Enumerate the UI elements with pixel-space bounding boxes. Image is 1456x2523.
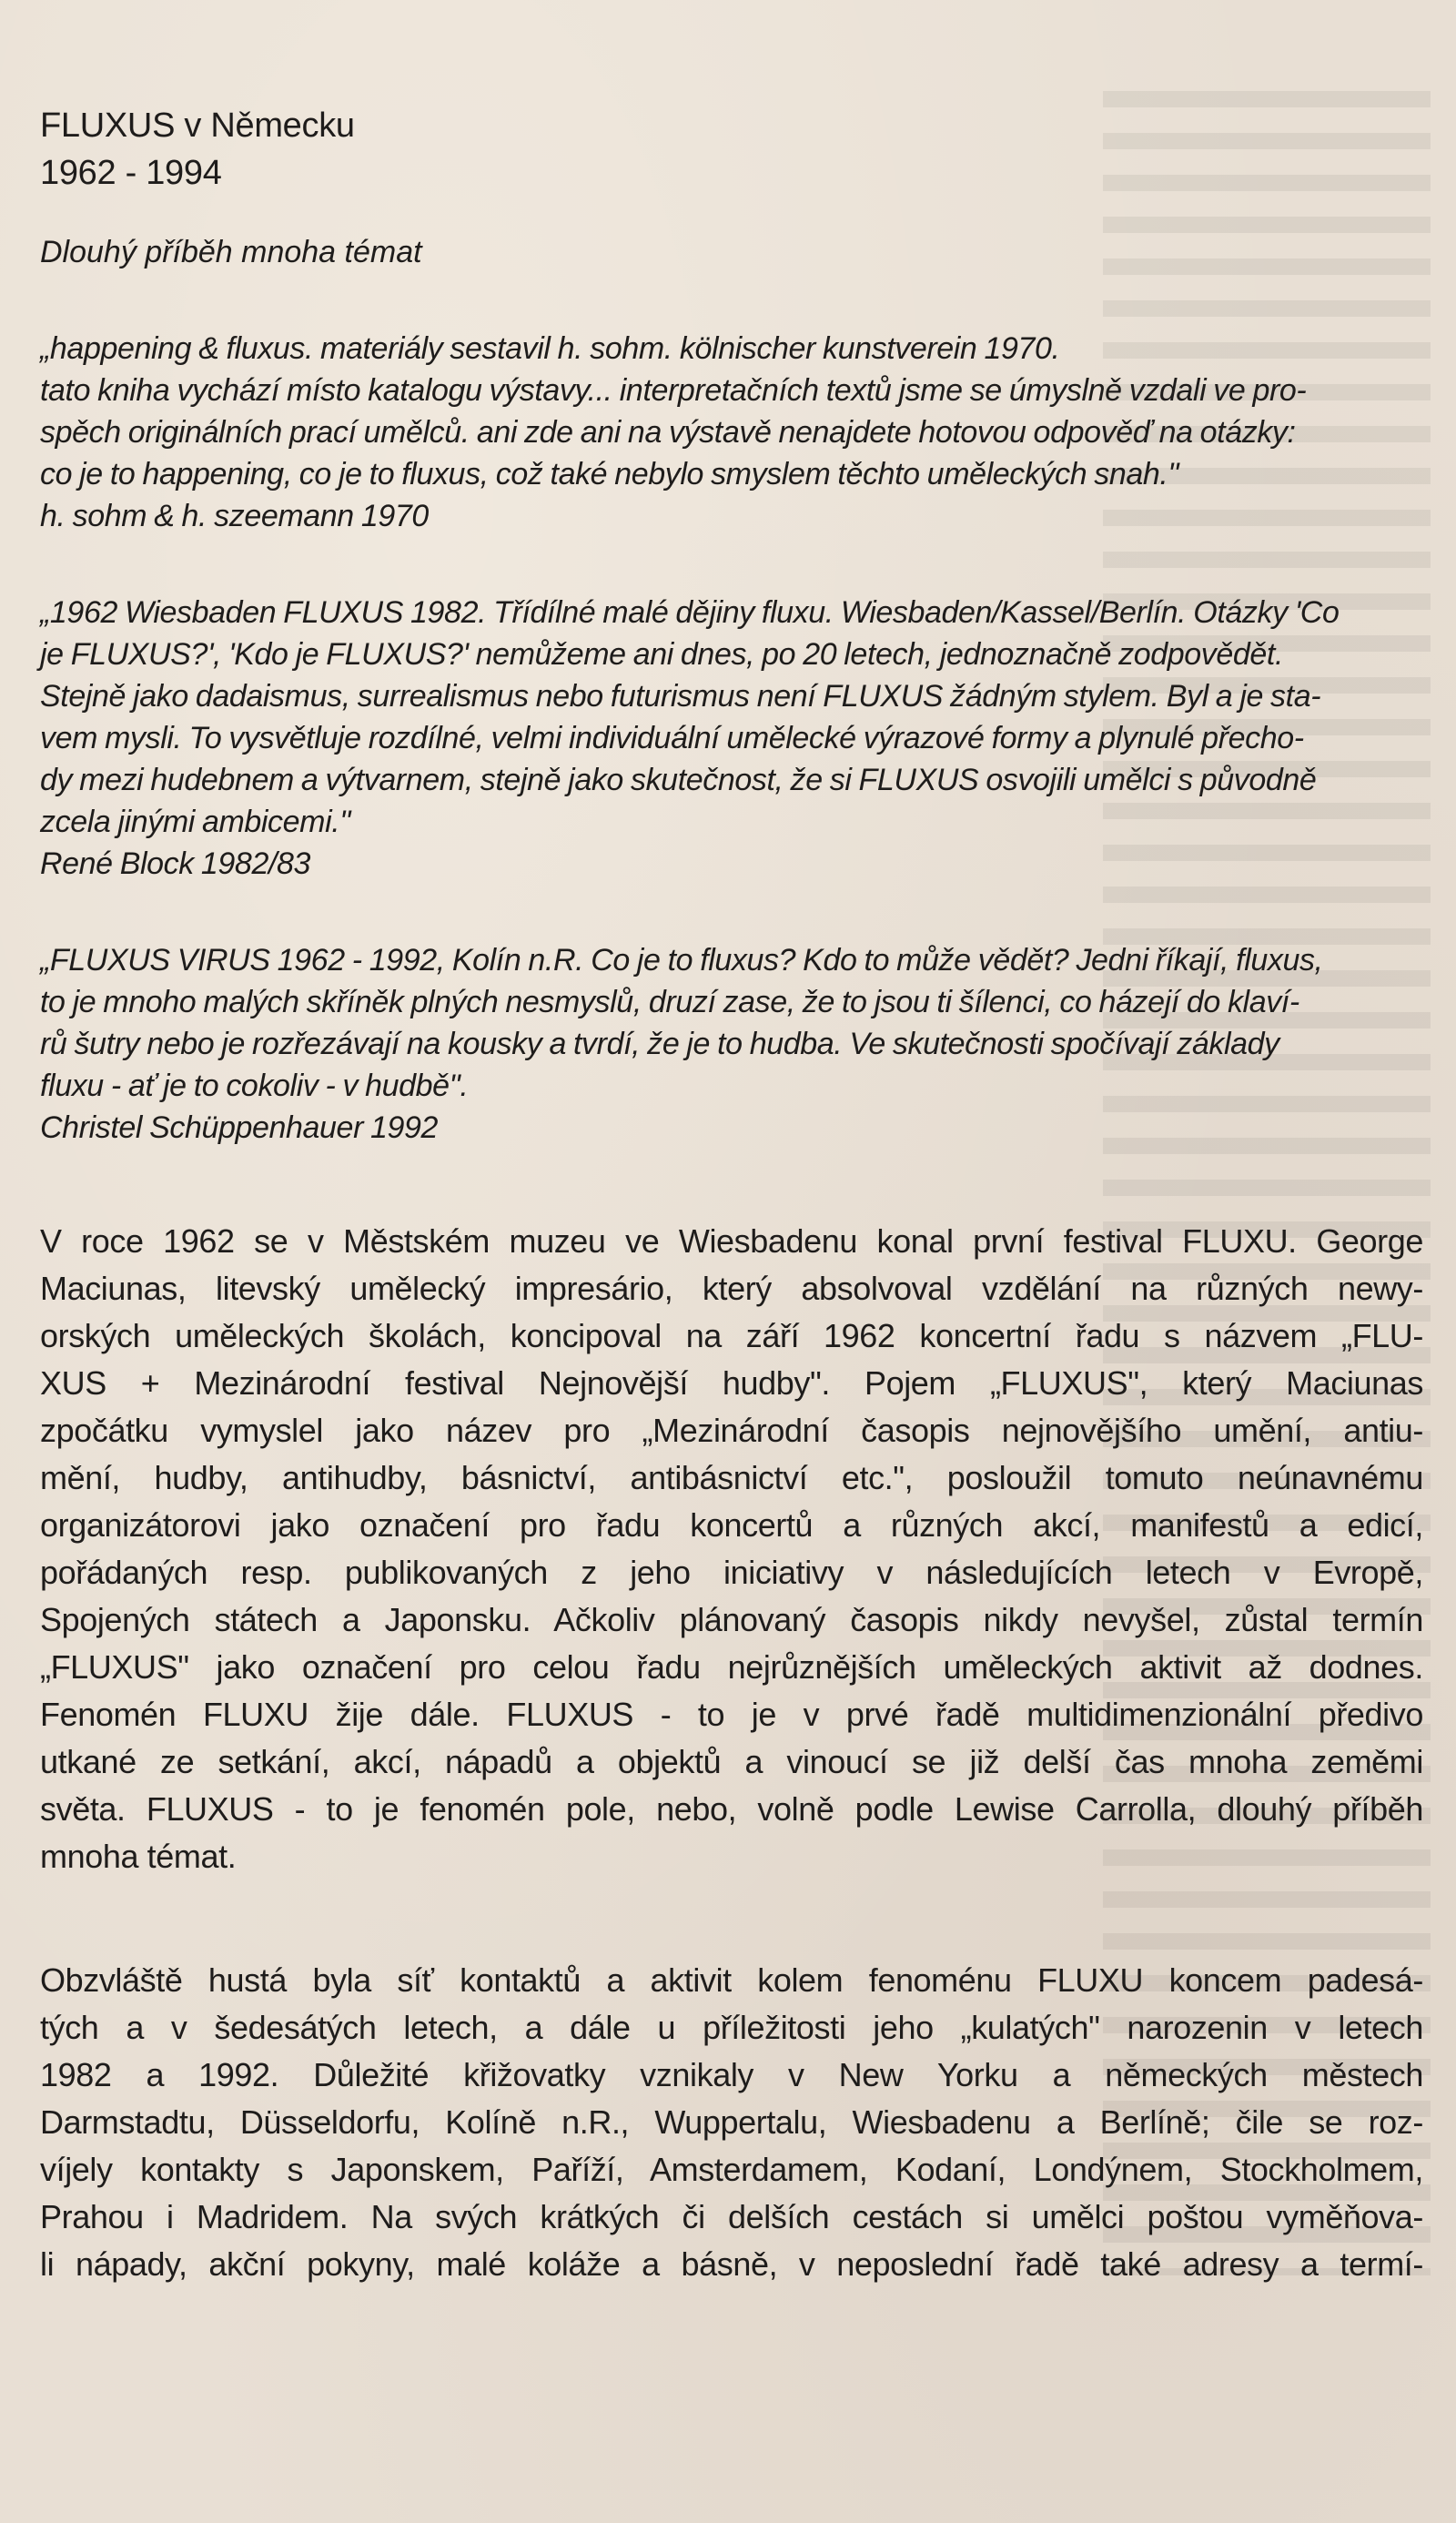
quote-line: zcela jinými ambicemi." xyxy=(40,805,350,839)
article-subtitle: Dlouhý příběh mnoha témat xyxy=(40,235,422,269)
body-line: XUS + Mezinárodní festival Nejnovější hudby". Pojem „FLUXUS", který Maciunas xyxy=(40,1364,1423,1402)
body-line: Spojených státech a Japonsku. Ačkoliv plánovaný časopis nikdy nevyšel, zůstal termín xyxy=(40,1601,1423,1638)
body-line: Fenomén FLUXU žije dále. FLUXUS - to je v prvé řadě multidimenzionální předivo xyxy=(40,1696,1423,1733)
body-line: V roce 1962 se v Městském muzeu ve Wiesbadenu konal první festival FLUXU. George xyxy=(40,1222,1423,1260)
body-line: orských uměleckých školách, koncipoval na září 1962 koncertní řadu s názvem „FLU- xyxy=(40,1317,1423,1354)
quote-line: co je to happening, co je to fluxus, což také nebylo smyslem těchto uměleckých snah." xyxy=(40,457,1179,491)
body-line: Obzvláště hustá byla síť kontaktů a aktivit kolem fenoménu FLUXU koncem padesá- xyxy=(40,1961,1423,1999)
quote-author: h. sohm & h. szeemann 1970 xyxy=(40,499,429,533)
quote-line: Stejně jako dadaismus, surrealismus nebo futurismus není FLUXUS žádným stylem. Byl a je sta- xyxy=(40,679,1321,714)
body-line: 1982 a 1992. Důležité křižovatky vznikaly v New Yorku a německých městech xyxy=(40,2056,1423,2093)
article xyxy=(40,102,1423,2288)
quote-author: Christel Schüppenhauer 1992 xyxy=(40,1110,439,1145)
body-line: tých a v šedesátých letech, a dále u příležitosti jeho „kulatých" narozenin v letech xyxy=(40,2009,1423,2046)
quote-rene-block xyxy=(40,592,1423,885)
body-paragraph xyxy=(40,1218,1423,1880)
body-line: li nápady, akční pokyny, malé koláže a básně, v neposlední řadě také adresy a termí- xyxy=(40,2245,1423,2283)
body-line: víjely kontakty s Japonskem, Paříží, Amsterdamem, Kodaní, Londýnem, Stockholmem, xyxy=(40,2151,1423,2188)
quote-author: René Block 1982/83 xyxy=(40,846,311,881)
body-line: „FLUXUS" jako označení pro celou řadu nejrůznějších uměleckých aktivit až dodnes. xyxy=(40,1648,1423,1686)
quote-line: je FLUXUS?', 'Kdo je FLUXUS?' nemůžeme ani dnes, po 20 letech, jednoznačně zodpovědět. xyxy=(40,637,1284,672)
quote-sohm-szeemann xyxy=(40,328,1423,537)
quote-line: „happening & fluxus. materiály sestavil h. sohm. kölnischer kunstverein 1970. xyxy=(40,331,1060,366)
body-line: mění, hudby, antihudby, básnictví, antibásnictví etc.", posloužil tomuto neúnavnému xyxy=(40,1459,1423,1496)
quote-line: spěch originálních prací umělců. ani zde ani na výstavě nenajdete hotovou odpověď na otázky: xyxy=(40,415,1296,450)
body-line: utkané ze setkání, akcí, nápadů a objektů a vinoucí se již delší čas mnoha zeměmi xyxy=(40,1743,1423,1780)
quote-line: „1962 Wiesbaden FLUXUS 1982. Třídílné malé dějiny fluxu. Wiesbaden/Kassel/Berlín. Otázky 'Co xyxy=(40,595,1340,630)
quote-line: „FLUXUS VIRUS 1962 - 1992, Kolín n.R. Co je to fluxus? Kdo to může vědět? Jedni říkají, fluxus, xyxy=(40,943,1323,978)
body-line: Prahou i Madridem. Na svých krátkých či delších cestách si umělci poštou vyměňova- xyxy=(40,2198,1423,2235)
body-line: mnoha témat. xyxy=(40,1838,237,1875)
quote-line: fluxu - ať je to cokoliv - v hudbě". xyxy=(40,1069,469,1103)
body-line: organizátorovi jako označení pro řadu koncertů a různých akcí, manifestů a edicí, xyxy=(40,1506,1423,1544)
body-line: Darmstadtu, Düsseldorfu, Kolíně n.R., Wuppertalu, Wiesbadenu a Berlíně; čile se roz- xyxy=(40,2103,1423,2141)
body-line: zpočátku vymyslel jako název pro „Mezinárodní časopis nejnovějšího umění, antiu- xyxy=(40,1412,1423,1449)
article-title: FLUXUS v Německu xyxy=(40,106,355,145)
article-years: 1962 - 1994 xyxy=(40,154,222,192)
body-line: světa. FLUXUS - to je fenomén pole, nebo, volně podle Lewise Carrolla, dlouhý příběh xyxy=(40,1790,1423,1828)
quote-line: vem mysli. To vysvětluje rozdílné, velmi individuální umělecké výrazové formy a plynulé přecho- xyxy=(40,721,1304,755)
body-line: pořádaných resp. publikovaných z jeho iniciativy v následujících letech v Evropě, xyxy=(40,1554,1423,1591)
quote-line: dy mezi hudebnem a výtvarnem, stejně jako skutečnost, že si FLUXUS osvojili umělci s původně xyxy=(40,763,1317,797)
quote-schuppenhauer xyxy=(40,939,1423,1149)
body-line: Maciunas, litevský umělecký impresário, který absolvoval vzdělání na různých newy- xyxy=(40,1270,1423,1307)
quote-line: to je mnoho malých skříněk plných nesmyslů, druzí zase, že to jsou ti šílenci, co házejí do klaví- xyxy=(40,985,1299,1019)
quote-line: rů šutry nebo je rozřezávají na kousky a tvrdí, že je to hudba. Ve skutečnosti spočívají základy xyxy=(40,1027,1279,1061)
quote-line: tato kniha vychází místo katalogu výstavy... interpretačních textů jsme se úmyslně vzdali ve pro- xyxy=(40,373,1307,408)
body-paragraph xyxy=(40,1957,1423,2288)
